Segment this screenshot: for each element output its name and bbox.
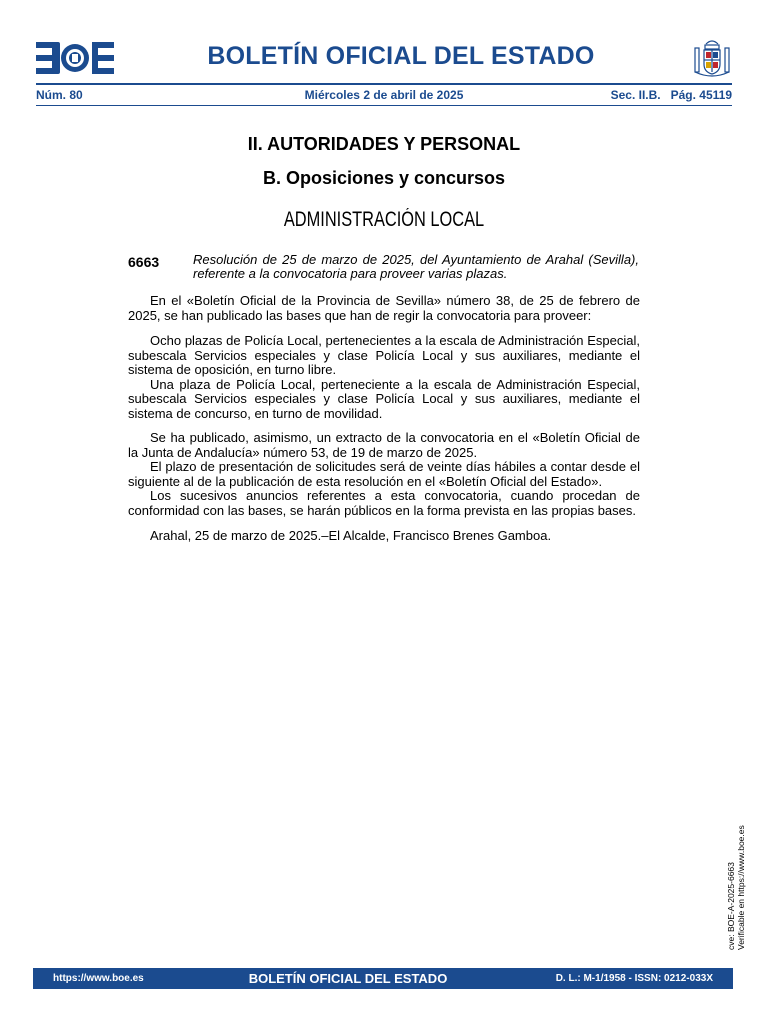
- body-block-1: [128, 294, 640, 323]
- subsection-heading: B. Oposiciones y concursos: [262, 168, 506, 188]
- paragraph: Se ha publicado, asimismo, un extracto de la convocatoria en el «Boletín Oficial de la Junta de Andalucía» número 53, de 19 de marzo de 2025.: [128, 430, 640, 460]
- signature-line: Arahal, 25 de marzo de 2025.–El Alcalde, Francisco Brenes Gamboa.: [150, 528, 552, 543]
- paragraph: En el «Boletín Oficial de la Provincia de Sevilla» número 38, de 25 de febrero de 2025, se han publicado las bases que han de regir la convocatoria para proveer:: [128, 293, 640, 323]
- header-rule: [36, 83, 732, 85]
- body-block-3: [128, 431, 640, 518]
- issue-number: Núm. 80: [36, 88, 83, 102]
- verify-url: Verificable en https://www.boe.es: [736, 825, 746, 950]
- cve-code: cve: BOE-A-2025-6663: [726, 862, 736, 950]
- page-footer: [33, 968, 733, 989]
- paragraph: Una plaza de Policía Local, perteneciente a la escala de Administración Especial, subescala Servicios especiales y clase Policía Local y sus auxiliares, mediante el sistema de concurso, en turno de movilidad.: [128, 376, 640, 421]
- paragraph: Los sucesivos anuncios referentes a esta convocatoria, cuando procedan de conformidad con las bases, se harán públicos en la forma prevista en las propias bases.: [128, 488, 640, 518]
- page-header: [36, 38, 732, 84]
- boe-logo-icon: [36, 42, 114, 74]
- paragraph: El plazo de presentación de solicitudes será de veinte días hábiles a contar desde el siguiente al de la publicación de esta resolución en el «Boletín Oficial del Estado».: [128, 459, 640, 489]
- footer-title: BOLETÍN OFICIAL DEL ESTADO: [248, 971, 448, 986]
- verification-note: [726, 825, 746, 950]
- footer-url-link[interactable]: https://www.boe.es: [53, 973, 144, 984]
- body-block-2: [128, 334, 640, 421]
- section-heading: II. AUTORIDADES Y PERSONAL: [247, 134, 521, 154]
- paragraph: Ocho plazas de Policía Local, pertenecientes a la escala de Administración Especial, subescala Servicios especiales y clase Policía Local y sus auxiliares, mediante el sistema de oposición, en turno libre.: [128, 333, 640, 377]
- authority-heading: ADMINISTRACIÓN LOCAL: [283, 208, 485, 231]
- meta-rule: [36, 105, 732, 106]
- section-page: Sec. II.B. Pág. 45119: [610, 88, 732, 102]
- resolution-title: Resolución de 25 de marzo de 2025, del Ayuntamiento de Arahal (Sevilla), referente a la convocatoria para proveer varias plazas.: [193, 252, 639, 281]
- spain-coat-of-arms-icon: [692, 38, 732, 80]
- document-number: 6663: [128, 254, 160, 270]
- footer-legal: D. L.: M-1/1958 - ISSN: 0212-033X: [555, 973, 713, 984]
- bulletin-title: BOLETÍN OFICIAL DEL ESTADO: [207, 42, 595, 70]
- issue-date: Miércoles 2 de abril de 2025: [304, 88, 464, 102]
- body-block-4: [128, 529, 640, 544]
